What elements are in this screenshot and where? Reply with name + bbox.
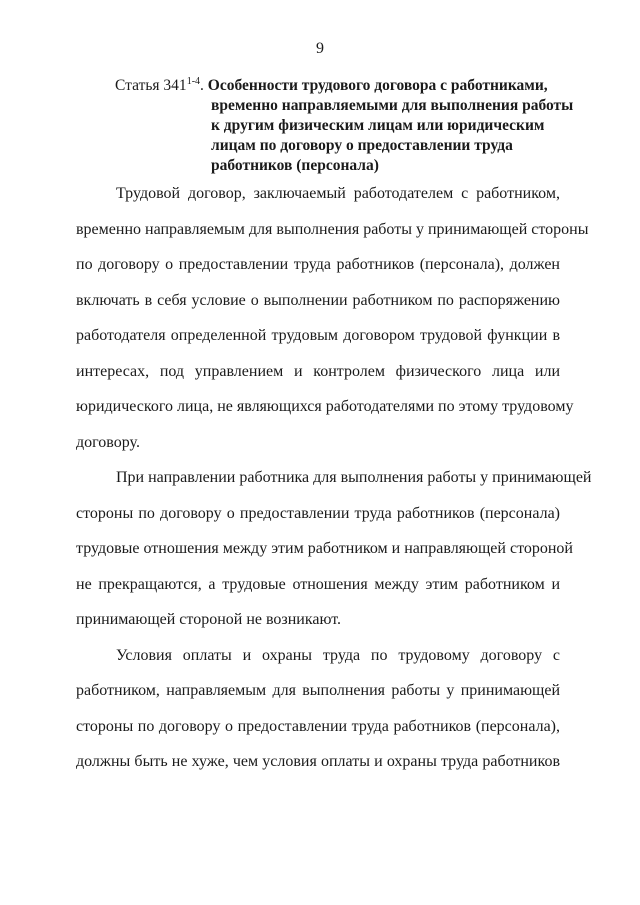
text-line: временно направляемым для выполнения работы у принимающей стороны — [76, 220, 589, 238]
text-line: стороны по договору о предоставлении труда работников (персонала) — [76, 504, 560, 522]
text-line: принимающей стороной не возникают. — [76, 611, 342, 628]
text-line: При направлении работника для выполнения работы у принимающей — [116, 469, 592, 486]
article-title-line: к другим физическим лицам или юридическим — [211, 117, 545, 134]
paragraph — [76, 460, 592, 638]
article-label: Статья 341$^{1-4}$. — [115, 76, 204, 94]
article-title-line: Особенности трудового договора с работниками, — [207, 77, 548, 94]
text-line: трудовые отношения между этим работником и направляющей стороной — [76, 540, 573, 557]
page-number: 9 — [316, 40, 324, 57]
article-body — [76, 176, 592, 780]
text-line: включать в себя условие о выполнении работником по распоряжению — [76, 291, 560, 309]
text-line: интересах, под управлением и контролем физического лица или — [76, 362, 560, 380]
article-label-superscript: 1-4 — [186, 76, 201, 87]
paragraph — [76, 176, 589, 460]
text-line: стороны по договору о предоставлении труда работников (персонала), — [76, 717, 560, 735]
text-line: Трудовой договор, заключаемый работодателем с работником, — [116, 185, 560, 202]
text-line: юридического лица, не являющихся работодателями по этому трудовому — [76, 398, 574, 415]
text-line: работодателя определенной трудовым договором трудовой функции в — [76, 327, 560, 344]
paragraph — [76, 638, 560, 780]
text-line: работником, направляемым для выполнения работы у принимающей — [76, 682, 560, 699]
article-heading — [115, 76, 575, 176]
text-line: по договору о предоставлении труда работников (персонала), должен — [76, 256, 560, 273]
text-line: не прекращаются, а трудовые отношения между этим работником и — [76, 575, 560, 593]
article-title-line: временно направляемыми для выполнения работы — [211, 97, 574, 114]
text-line: Условия оплаты и охраны труда по трудовому договору с — [116, 646, 560, 664]
text-line: договору. — [76, 433, 140, 451]
text-line: должны быть не хуже, чем условия оплаты и охраны труда работников — [76, 753, 560, 770]
article-title-line: лицам по договору о предоставлении труда — [211, 137, 513, 154]
article-title-line: работников (персонала) — [211, 157, 379, 174]
